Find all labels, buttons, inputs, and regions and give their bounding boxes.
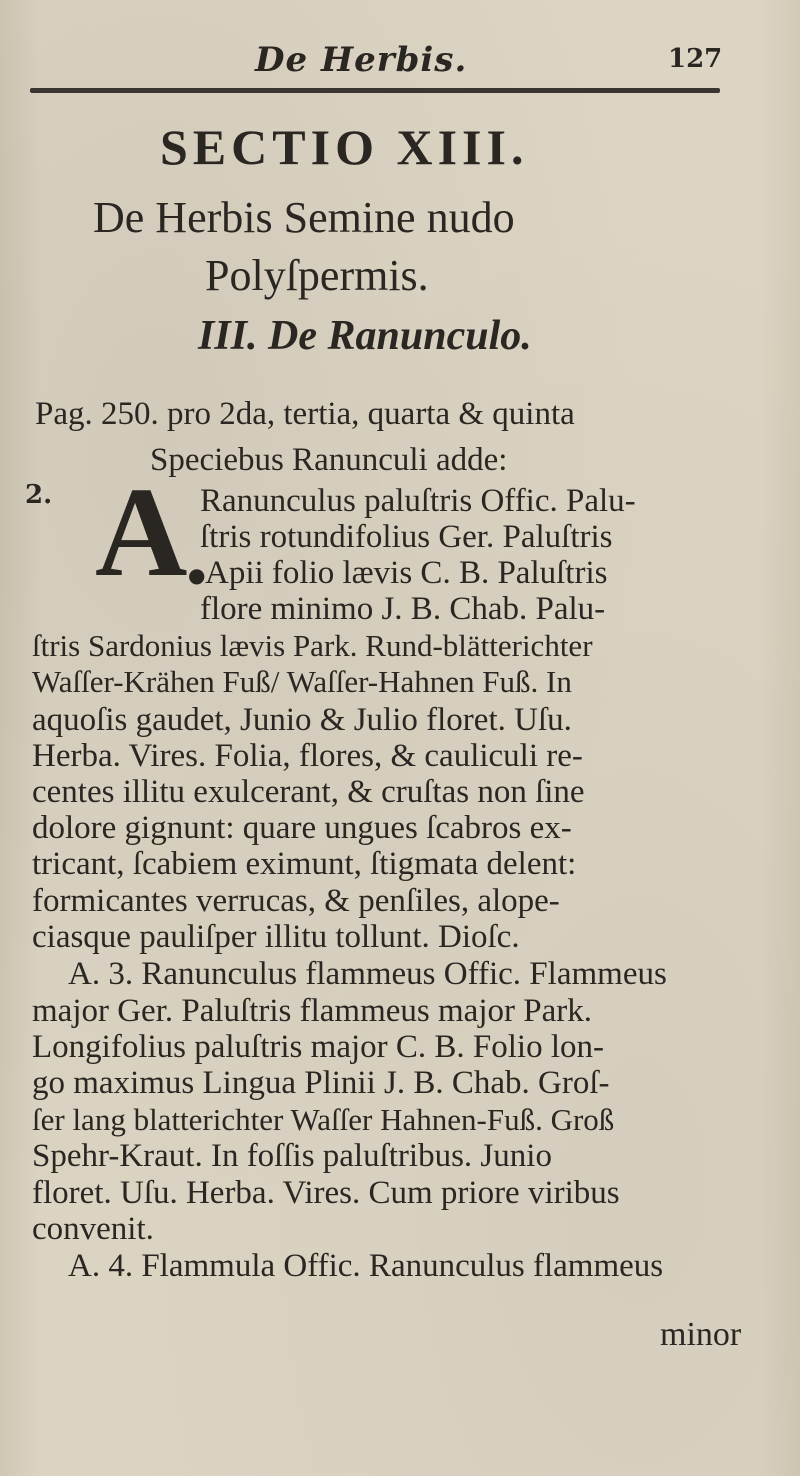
body-line-6: flore minimo J. B. Chab. Palu- [200, 591, 606, 627]
body-line-11: centes illitu exulcerant, & cruſtas non ſine [32, 774, 585, 810]
body-line-14: formicantes verrucas, & penſiles, alope- [32, 883, 560, 919]
bullet-icon: ● [188, 563, 206, 587]
body-line-24: A. 4. Flammula Offic. Ranunculus flammeus [68, 1248, 664, 1284]
header-rule [30, 88, 720, 93]
body-line-9: aquoſis gaudet, Junio & Julio floret. Uſu. [32, 702, 572, 738]
page-number: 127 [668, 44, 723, 74]
body-line-19: go maximus Lingua Plinii J. B. Chab. Groſ- [32, 1065, 610, 1101]
body-line-22: floret. Uſu. Herba. Vires. Cum priore viribus [32, 1175, 620, 1211]
body-line-4: ſtris rotundifolius Ger. Paluſtris [200, 519, 613, 555]
section-subtitle-line2: Polyſpermis. [205, 251, 429, 300]
body-line-15: ciasque pauliſper illitu tollunt. Dioſc. [32, 919, 520, 955]
body-line-3: Ranunculus paluſtris Offic. Palu- [200, 483, 636, 519]
section-heading: SECTIO XIII. [160, 119, 529, 175]
margin-number: 2. [25, 480, 53, 510]
body-line-8: Waſſer-Krähen Fuß/ Waſſer-Hahnen Fuß. In [32, 664, 572, 699]
section-subtitle-line1: De Herbis Semine nudo [93, 193, 515, 242]
body-line-23: convenit. [32, 1211, 154, 1247]
body-line-1: Pag. 250. pro 2da, tertia, quarta & quinta [35, 396, 575, 432]
body-line-21: Spehr-Kraut. In foſſis paluſtribus. Junio [32, 1138, 552, 1174]
body-line-16: A. 3. Ranunculus flammeus Offic. Flammeus [68, 956, 667, 992]
body-line-12: dolore gignunt: quare ungues ſcabros ex- [32, 810, 572, 846]
body-line-7: ſtris Sardonius lævis Park. Rund-blätterichter [32, 628, 593, 663]
body-line-13: tricant, ſcabiem eximunt, ſtigmata delent: [32, 846, 577, 882]
running-head [0, 40, 800, 80]
body-line-18: Longifolius paluſtris major C. B. Folio lon- [32, 1029, 604, 1065]
drop-cap: A [95, 461, 188, 603]
body-line-10: Herba. Vires. Folia, flores, & cauliculi re- [32, 738, 583, 774]
body-line-5: Apii folio lævis C. B. Paluſtris [205, 555, 608, 591]
body-line-20: ſer lang blatterichter Waſſer Hahnen-Fuß. Groß [32, 1102, 615, 1137]
running-head-title: De Herbis. [255, 40, 468, 80]
body-line-17: major Ger. Paluſtris flammeus major Park. [32, 993, 592, 1029]
section-subtitle-line3: III. De Ranunculo. [198, 313, 532, 359]
catchword: minor [660, 1316, 742, 1353]
body-line-2: Speciebus Ranunculi adde: [150, 442, 508, 478]
